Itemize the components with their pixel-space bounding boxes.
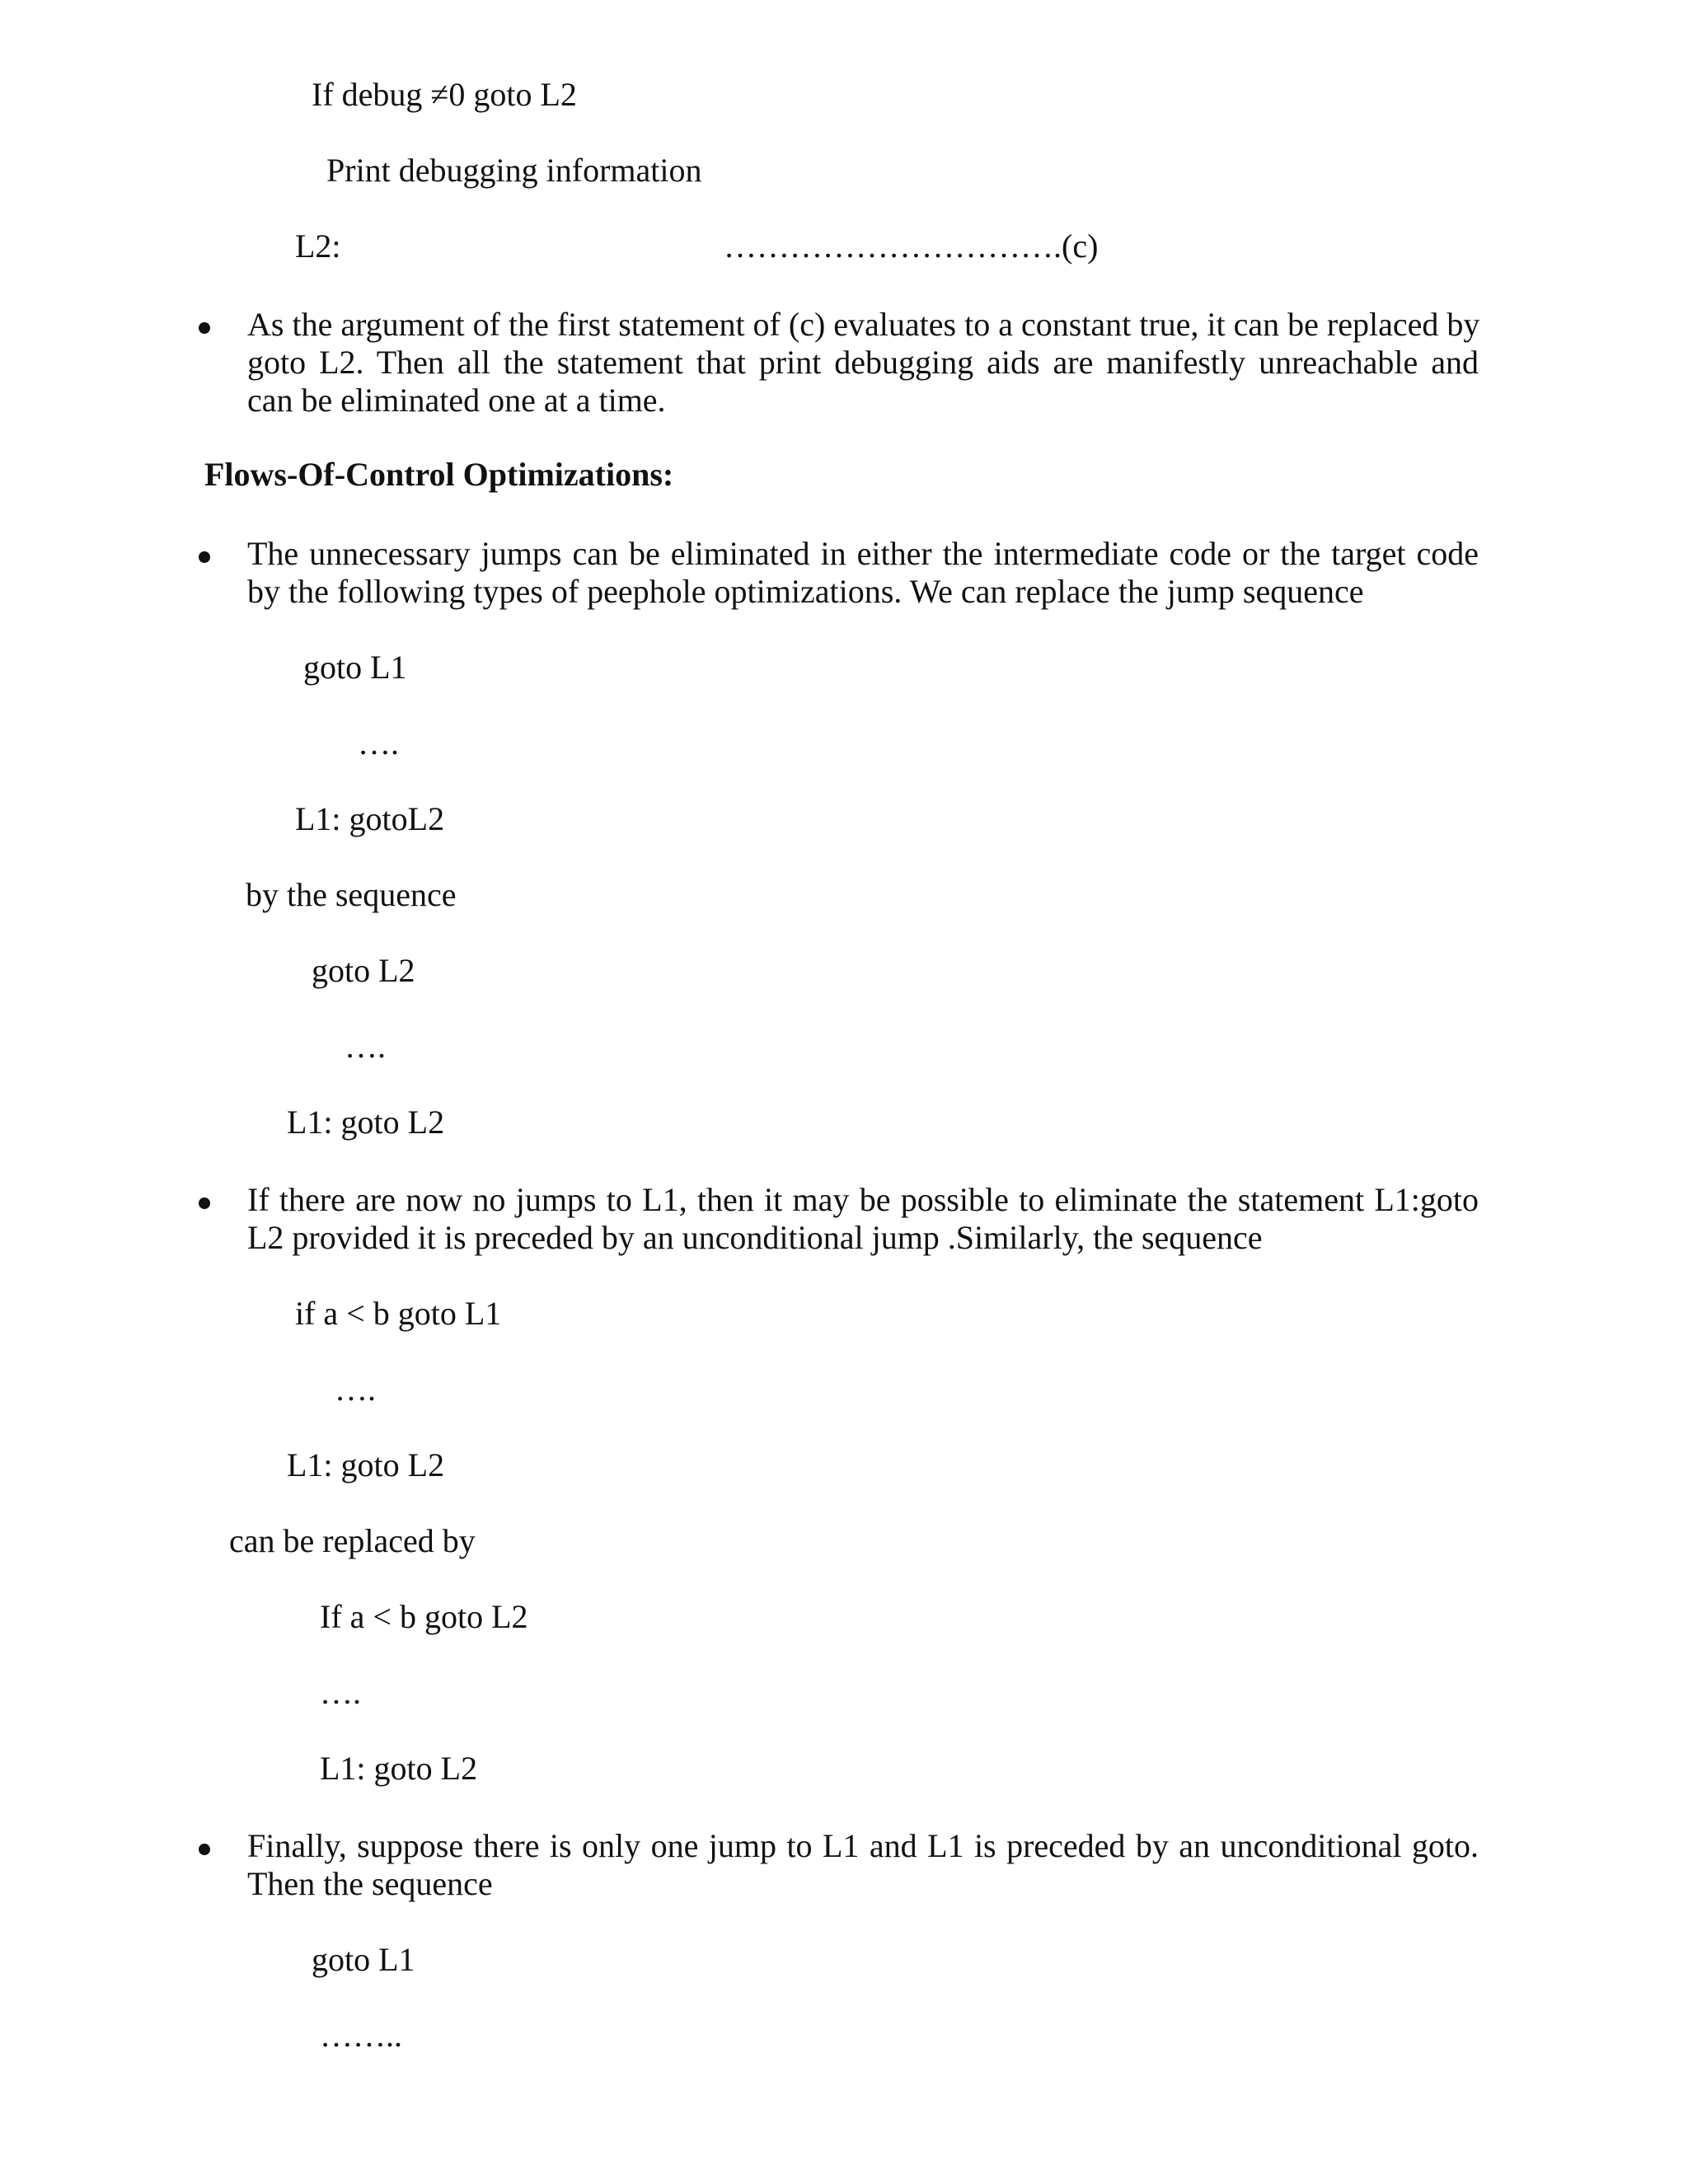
paragraph-line: L2 provided it is preceded by an unconditional jump .Similarly, the sequence bbox=[247, 1219, 1263, 1256]
bullet-paragraph-3 bbox=[247, 1181, 1479, 1257]
bullet-dot bbox=[199, 322, 210, 334]
paragraph-line: Finally, suppose there is only one jump to L1 and L1 is preceded by an unconditional goto. bbox=[247, 1827, 1479, 1864]
code-line-if-a-less-b-goto-l2: If a < b goto L2 bbox=[320, 1598, 528, 1635]
code-ellipsis: …. bbox=[345, 1028, 386, 1065]
text-by-the-sequence: by the sequence bbox=[246, 876, 457, 913]
code-ellipsis: …….. bbox=[320, 2017, 402, 2054]
code-line-l1-goto-l2: L1: gotoL2 bbox=[295, 800, 445, 837]
paragraph-line: goto L2. Then all the statement that print debugging aids are manifestly unreachable and bbox=[247, 344, 1479, 381]
code-line-if-debug: If debug ≠0 goto L2 bbox=[312, 76, 577, 113]
paragraph-line: If there are now no jumps to L1, then it may be possible to eliminate the statement L1:goto bbox=[247, 1181, 1479, 1218]
paragraph-line: can be eliminated one at a time. bbox=[247, 382, 666, 419]
paragraph-line: Then the sequence bbox=[247, 1865, 493, 1902]
paragraph-line: As the argument of the first statement of (c) evaluates to a constant true, it can be replaced by bbox=[247, 306, 1480, 343]
bullet-dot bbox=[199, 551, 210, 563]
code-line-goto-l2: goto L2 bbox=[312, 952, 415, 989]
bullet-dot bbox=[199, 1197, 210, 1209]
bullet-dot bbox=[199, 1844, 210, 1855]
code-block-tag: ………………………….(c) bbox=[724, 227, 1099, 265]
section-heading: Flows-Of-Control Optimizations: bbox=[204, 456, 674, 493]
code-line-print-debug: Print debugging information bbox=[326, 152, 702, 189]
code-ellipsis: …. bbox=[335, 1371, 376, 1408]
code-ellipsis: …. bbox=[358, 724, 399, 762]
text-can-be-replaced-by: can be replaced by bbox=[229, 1522, 476, 1559]
code-line-goto-l1: goto L1 bbox=[312, 1941, 415, 1978]
paragraph-line: by the following types of peephole optimizations. We can replace the jump sequence bbox=[247, 573, 1364, 610]
code-ellipsis: …. bbox=[320, 1674, 361, 1711]
code-line-l2-label: L2: bbox=[295, 227, 341, 265]
code-line-l1-goto-l2: L1: goto L2 bbox=[287, 1104, 445, 1141]
bullet-paragraph-2 bbox=[247, 535, 1479, 611]
bullet-paragraph-4 bbox=[247, 1827, 1479, 1903]
code-line-if-a-less-b: if a < b goto L1 bbox=[295, 1295, 502, 1332]
bullet-paragraph-1 bbox=[247, 306, 1479, 419]
code-line-l1-goto-l2: L1: goto L2 bbox=[320, 1750, 478, 1787]
code-line-l1-goto-l2: L1: goto L2 bbox=[287, 1446, 445, 1483]
code-line-goto-l1: goto L1 bbox=[303, 649, 407, 686]
paragraph-line: The unnecessary jumps can be eliminated in either the intermediate code or the target code bbox=[247, 535, 1479, 572]
